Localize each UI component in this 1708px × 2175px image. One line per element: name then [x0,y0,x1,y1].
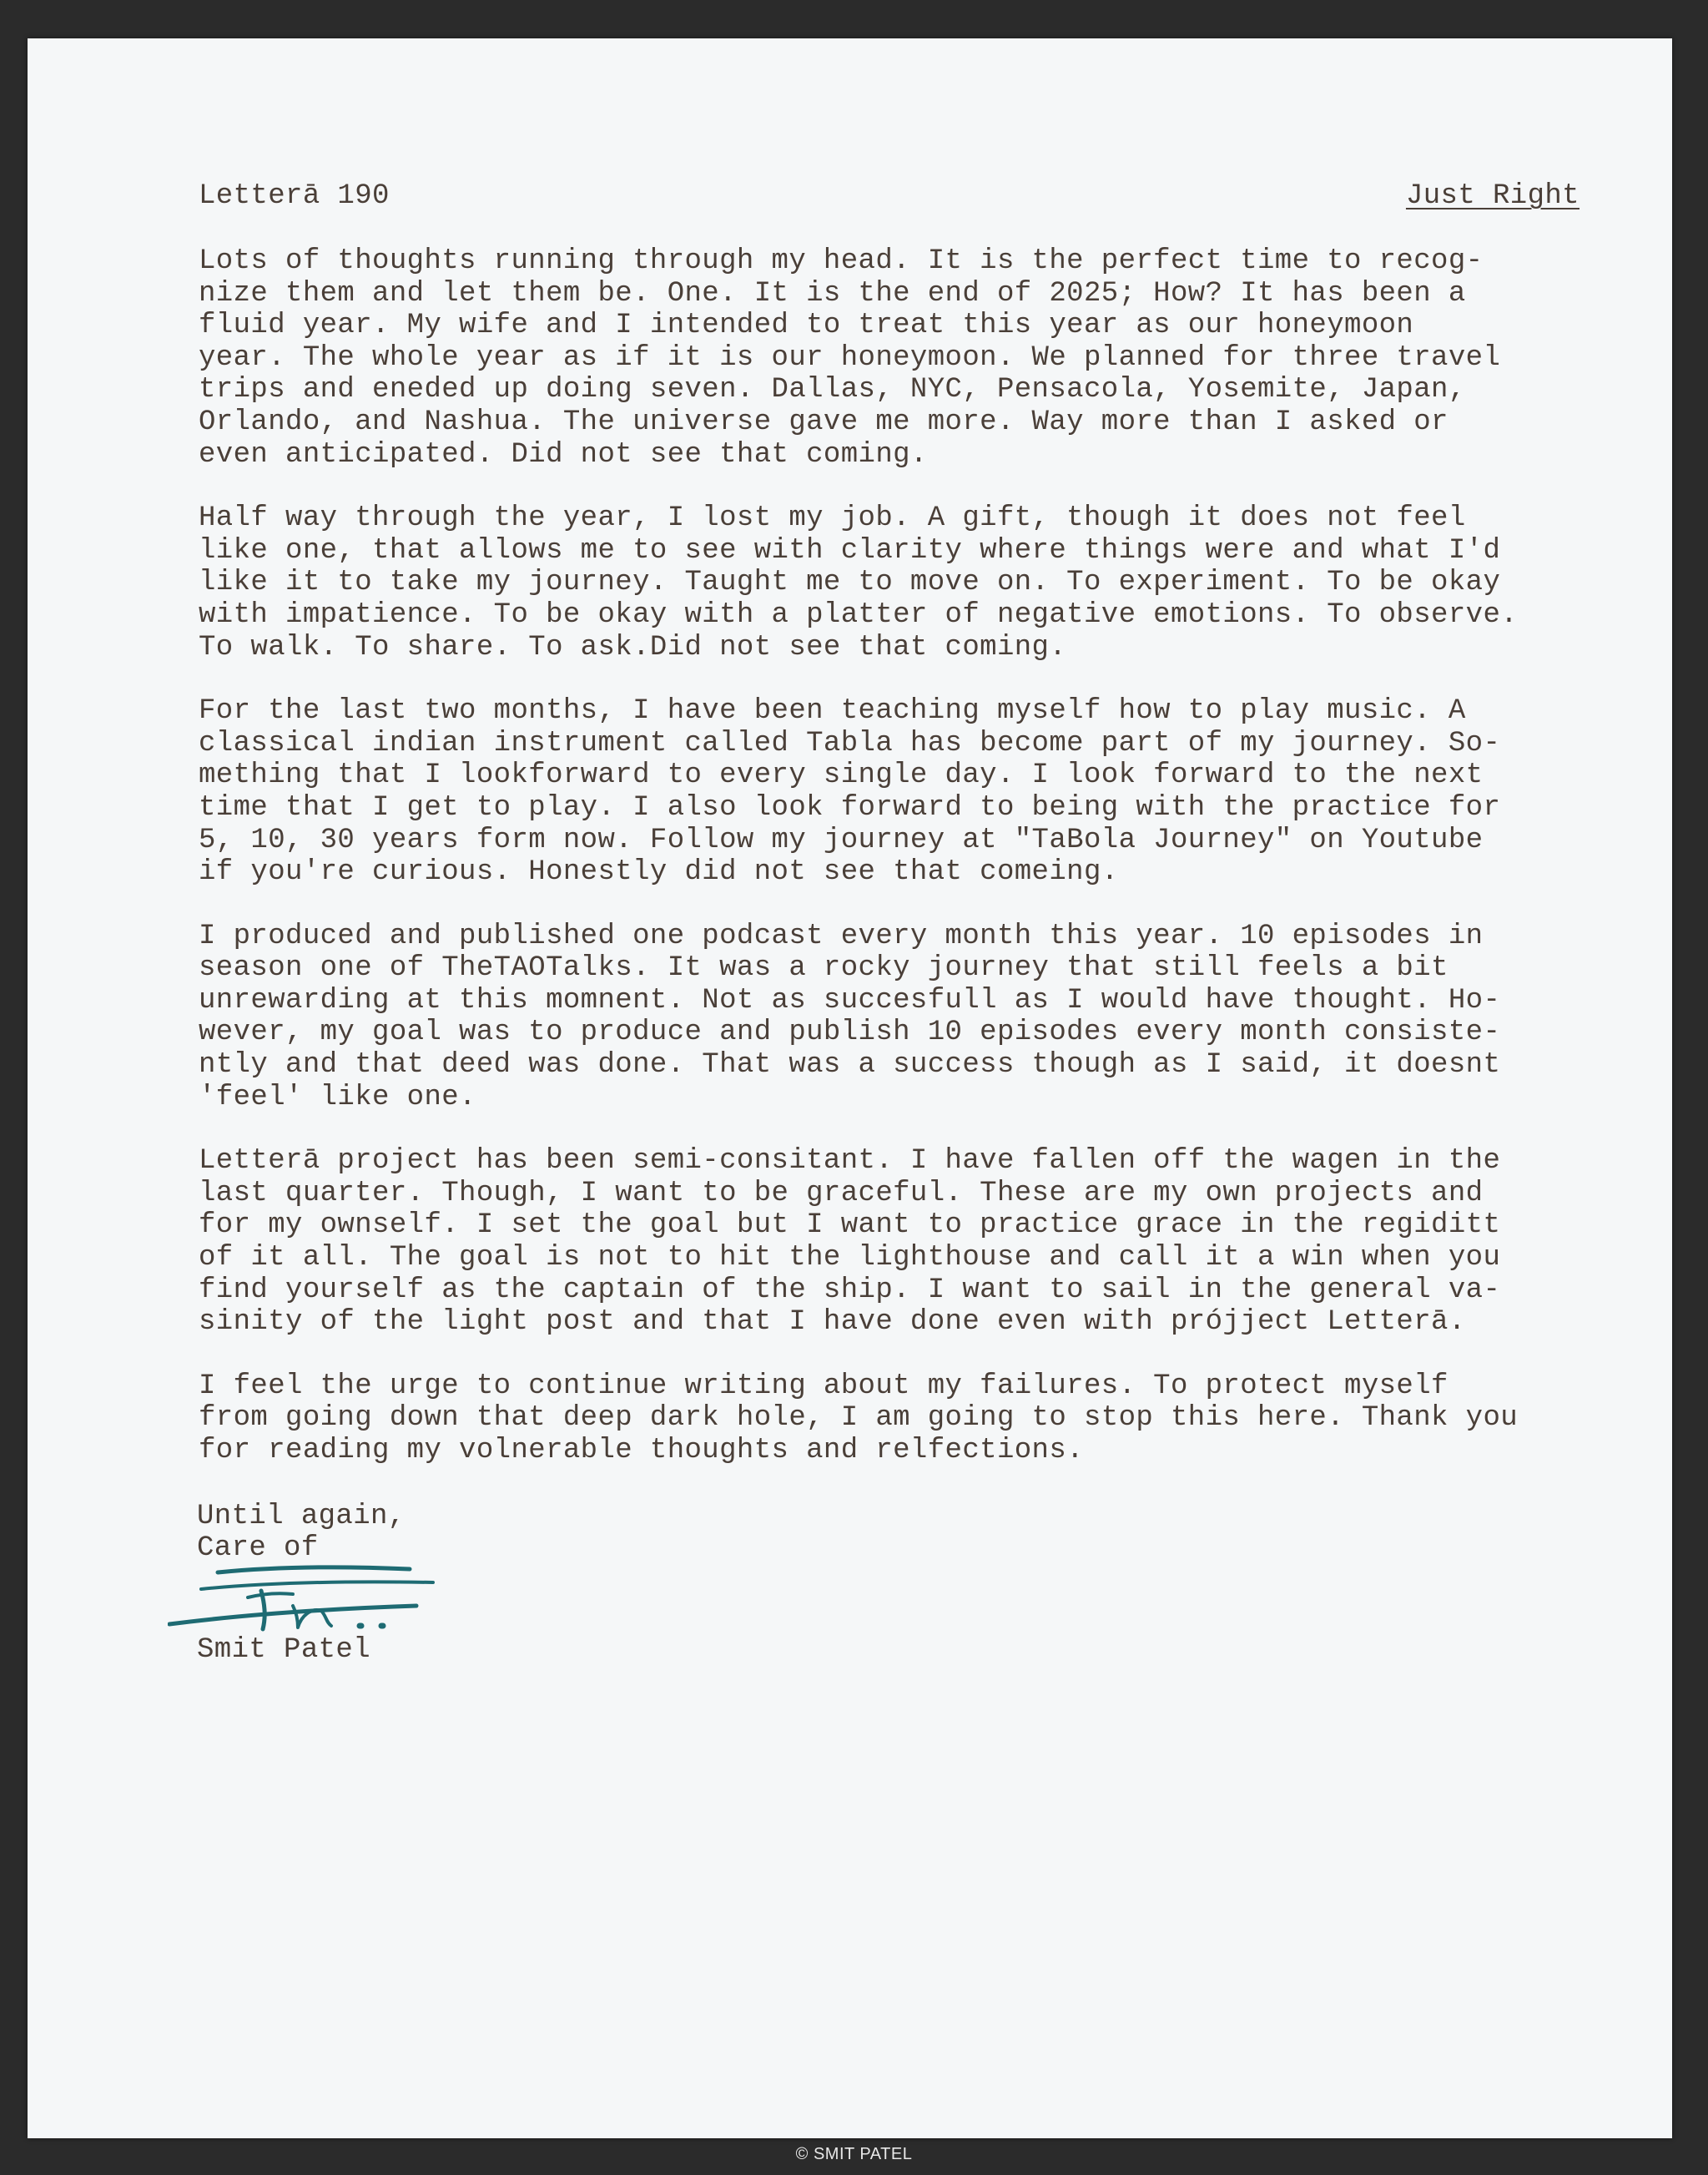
text-line: fluid year. My wife and I intended to treat this year as our honeymoon [199,310,1414,342]
text-line: season one of TheTAOTalks. It was a rocky journey that still feels a bit [199,952,1449,985]
text-line: of it all. The goal is not to hit the lighthouse and call it a win when you [199,1242,1501,1274]
text-line: trips and eneded up doing seven. Dallas, NYC, Pensacola, Yosemite, Japan, [199,374,1466,406]
paragraph [199,1145,1617,1339]
paragraph [199,1370,1617,1467]
text-line: like one, that allows me to see with clarity where things were and what I'd [199,534,1501,567]
paragraph [199,502,1617,664]
paragraph [199,695,1617,889]
text-line: Lots of thoughts running through my head. It is the perfect time to recog- [199,245,1484,277]
text-line: wever, my goal was to produce and publish 10 episodes every month consiste- [199,1017,1501,1049]
letter-subject: Just Right [1405,180,1580,212]
text-line: nize them and let them be. One. It is the end of 2025; How? It has been a [199,277,1466,310]
text-line: ntly and that deed was done. That was a success though as I said, it doesnt [199,1049,1501,1082]
text-line: time that I get to play. I also look forward to being with the practice for [199,791,1501,824]
closing-line: Until again, [197,1501,406,1532]
paragraph [199,921,1617,1114]
signature-strokes [169,1567,433,1629]
copyright-footer: © SMIT PATEL [795,2145,913,2163]
text-line: with impatience. To be okay with a platter of negative emotions. To observe. [199,598,1519,631]
text-line: Half way through the year, I lost my job. A gift, though it does not feel [199,502,1466,535]
text-line: like it to take my journey. Taught me to move on. To experiment. To be okay [199,567,1501,599]
text-line: unrewarding at this momnent. Not as succesfull as I would have thought. Ho- [199,984,1501,1017]
letter-closing [197,1501,698,1564]
handwritten-signature [168,1557,443,1638]
text-line: for reading my volnerable thoughts and relfections. [199,1435,1084,1466]
text-line: Orlando, and Nashua. The universe gave me more. Way more than I asked or [199,406,1449,438]
letter-page [28,38,1672,2138]
text-line: I produced and published one podcast every month this year. 10 episodes in [199,920,1484,952]
text-line: For the last two months, I have been teaching myself how to play music. A [199,695,1466,728]
text-line: for my ownself. I set the goal but I want to practice grace in the regiditt [199,1209,1501,1242]
text-line: from going down that deep dark hole, I am going to stop this here. Thank you [199,1402,1519,1435]
text-line: To walk. To share. To ask.Did not see that coming. [199,631,1067,664]
text-line: if you're curious. Honestly did not see that comeing. [199,856,1119,889]
text-line: I feel the urge to continue writing about my failures. To protect myself [199,1370,1449,1402]
letter-title: Letterā 190 [199,180,390,212]
text-line: classical indian instrument called Tabla has become part of my journey. So- [199,727,1501,759]
text-line: find yourself as the captain of the ship. I want to sail in the general va- [199,1274,1501,1306]
letter-header [199,180,1580,219]
text-line: even anticipated. Did not see that coming. [199,438,928,471]
closing-line: Care of [197,1532,319,1564]
signer-name: Smit Patel [197,1634,371,1666]
text-line: 5, 10, 30 years form now. Follow my journey at "TaBola Journey" on Youtube [199,824,1484,856]
text-line: sinity of the light post and that I have done even with prójject Letterā. [199,1306,1466,1339]
text-line: Letterā project has been semi-consitant. I have fallen off the wagen in the [199,1145,1501,1178]
letter-body [199,245,1617,1499]
paragraph [199,245,1617,471]
text-line: 'feel' like one. [199,1081,476,1113]
text-line: year. The whole year as if it is our honeymoon. We planned for three travel [199,341,1501,374]
text-line: mething that I lookforward to every single day. I look forward to the next [199,759,1484,792]
text-line: last quarter. Though, I want to be graceful. These are my own projects and [199,1177,1484,1209]
